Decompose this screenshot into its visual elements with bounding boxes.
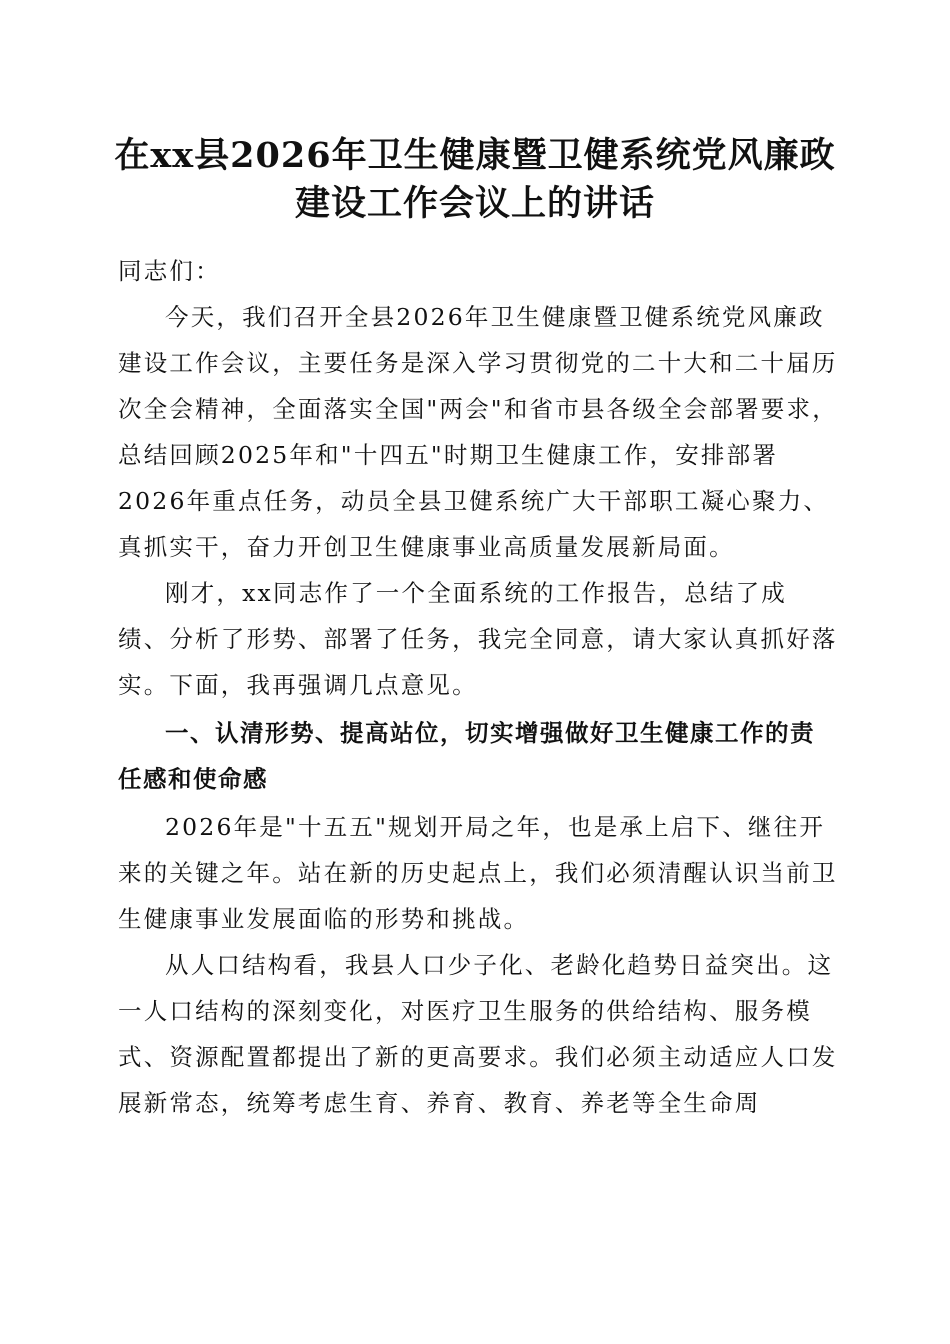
salutation: 同志们：	[118, 257, 221, 285]
document-body	[118, 248, 838, 1126]
paragraph-situation: 2026年是"十五五"规划开局之年，也是承上启下、继往开来的关键之年。站在新的历史起点上，我们必须清醒认识当前卫生健康事业发展面临的形势和挑战。	[118, 813, 838, 933]
paragraph-report: 刚才，xx同志作了一个全面系统的工作报告，总结了成绩、分析了形势、部署了任务，我完全同意，请大家认真抓好落实。下面，我再强调几点意见。	[118, 579, 838, 699]
paragraph-intro: 今天，我们召开全县2026年卫生健康暨卫健系统党风廉政建设工作会议，主要任务是深入学习贯彻党的二十大和二十届历次全会精神，全面落实全国"两会"和省市县各级全会部署要求，总结回顾2025年和"十四五"时期卫生健康工作，安排部署2026年重点任务，动员全县卫健系统广大干部职工凝心聚力、真抓实干，奋力开创卫生健康事业高质量发展新局面。	[118, 303, 838, 561]
paragraph-population: 从人口结构看，我县人口少子化、老龄化趋势日益突出。这一人口结构的深刻变化，对医疗卫生服务的供给结构、服务模式、资源配置都提出了新的更高要求。我们必须主动适应人口发展新常态，统筹考虑生育、养育、教育、养老等全生命周	[118, 951, 838, 1117]
section-heading-1: 一、认清形势、提高站位，切实增强做好卫生健康工作的责任感和使命感	[118, 719, 815, 793]
document-title	[100, 132, 850, 228]
title-line-2: 建设工作会议上的讲话	[294, 183, 655, 224]
title-line-1: 在xx县2026年卫生健康暨卫健系统党风廉政	[114, 135, 836, 176]
